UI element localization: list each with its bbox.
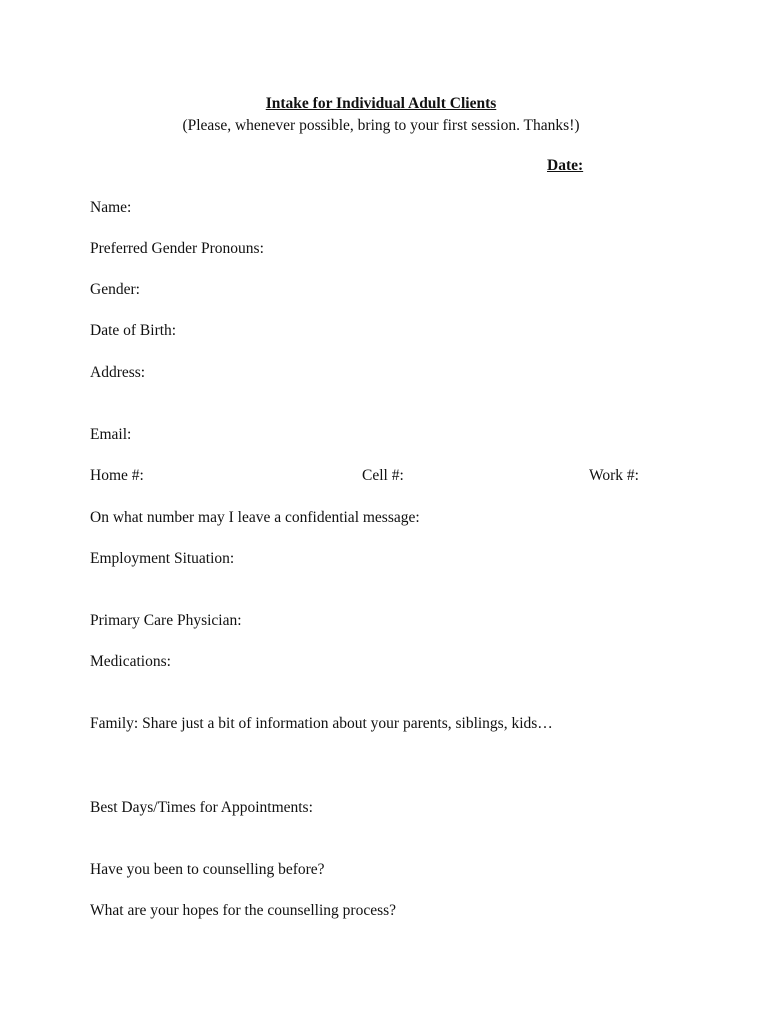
medications-label: Medications: [90,653,171,670]
home-phone-label: Home #: [90,467,144,484]
message-number-label: On what number may I leave a confidential message: [90,509,420,526]
email-label: Email: [90,426,132,443]
form-subtitle: (Please, whenever possible, bring to your first session. Thanks!) [182,117,580,134]
name-label: Name: [90,199,132,216]
dob-label: Date of Birth: [90,322,177,339]
address-label: Address: [90,364,146,381]
pronouns-label: Preferred Gender Pronouns: [90,240,264,257]
date-label: Date: [547,157,584,174]
cell-phone-label: Cell #: [362,467,404,484]
counselling-before-label: Have you been to counselling before? [90,861,325,878]
best-days-label: Best Days/Times for Appointments: [90,799,313,816]
work-phone-label: Work #: [589,467,639,484]
gender-label: Gender: [90,281,140,298]
form-title: Intake for Individual Adult Clients [265,95,497,112]
hopes-label: What are your hopes for the counselling process? [90,902,397,919]
family-label: Family: Share just a bit of information about your parents, siblings, kids… [90,715,553,732]
physician-label: Primary Care Physician: [90,612,242,629]
employment-label: Employment Situation: [90,550,235,567]
